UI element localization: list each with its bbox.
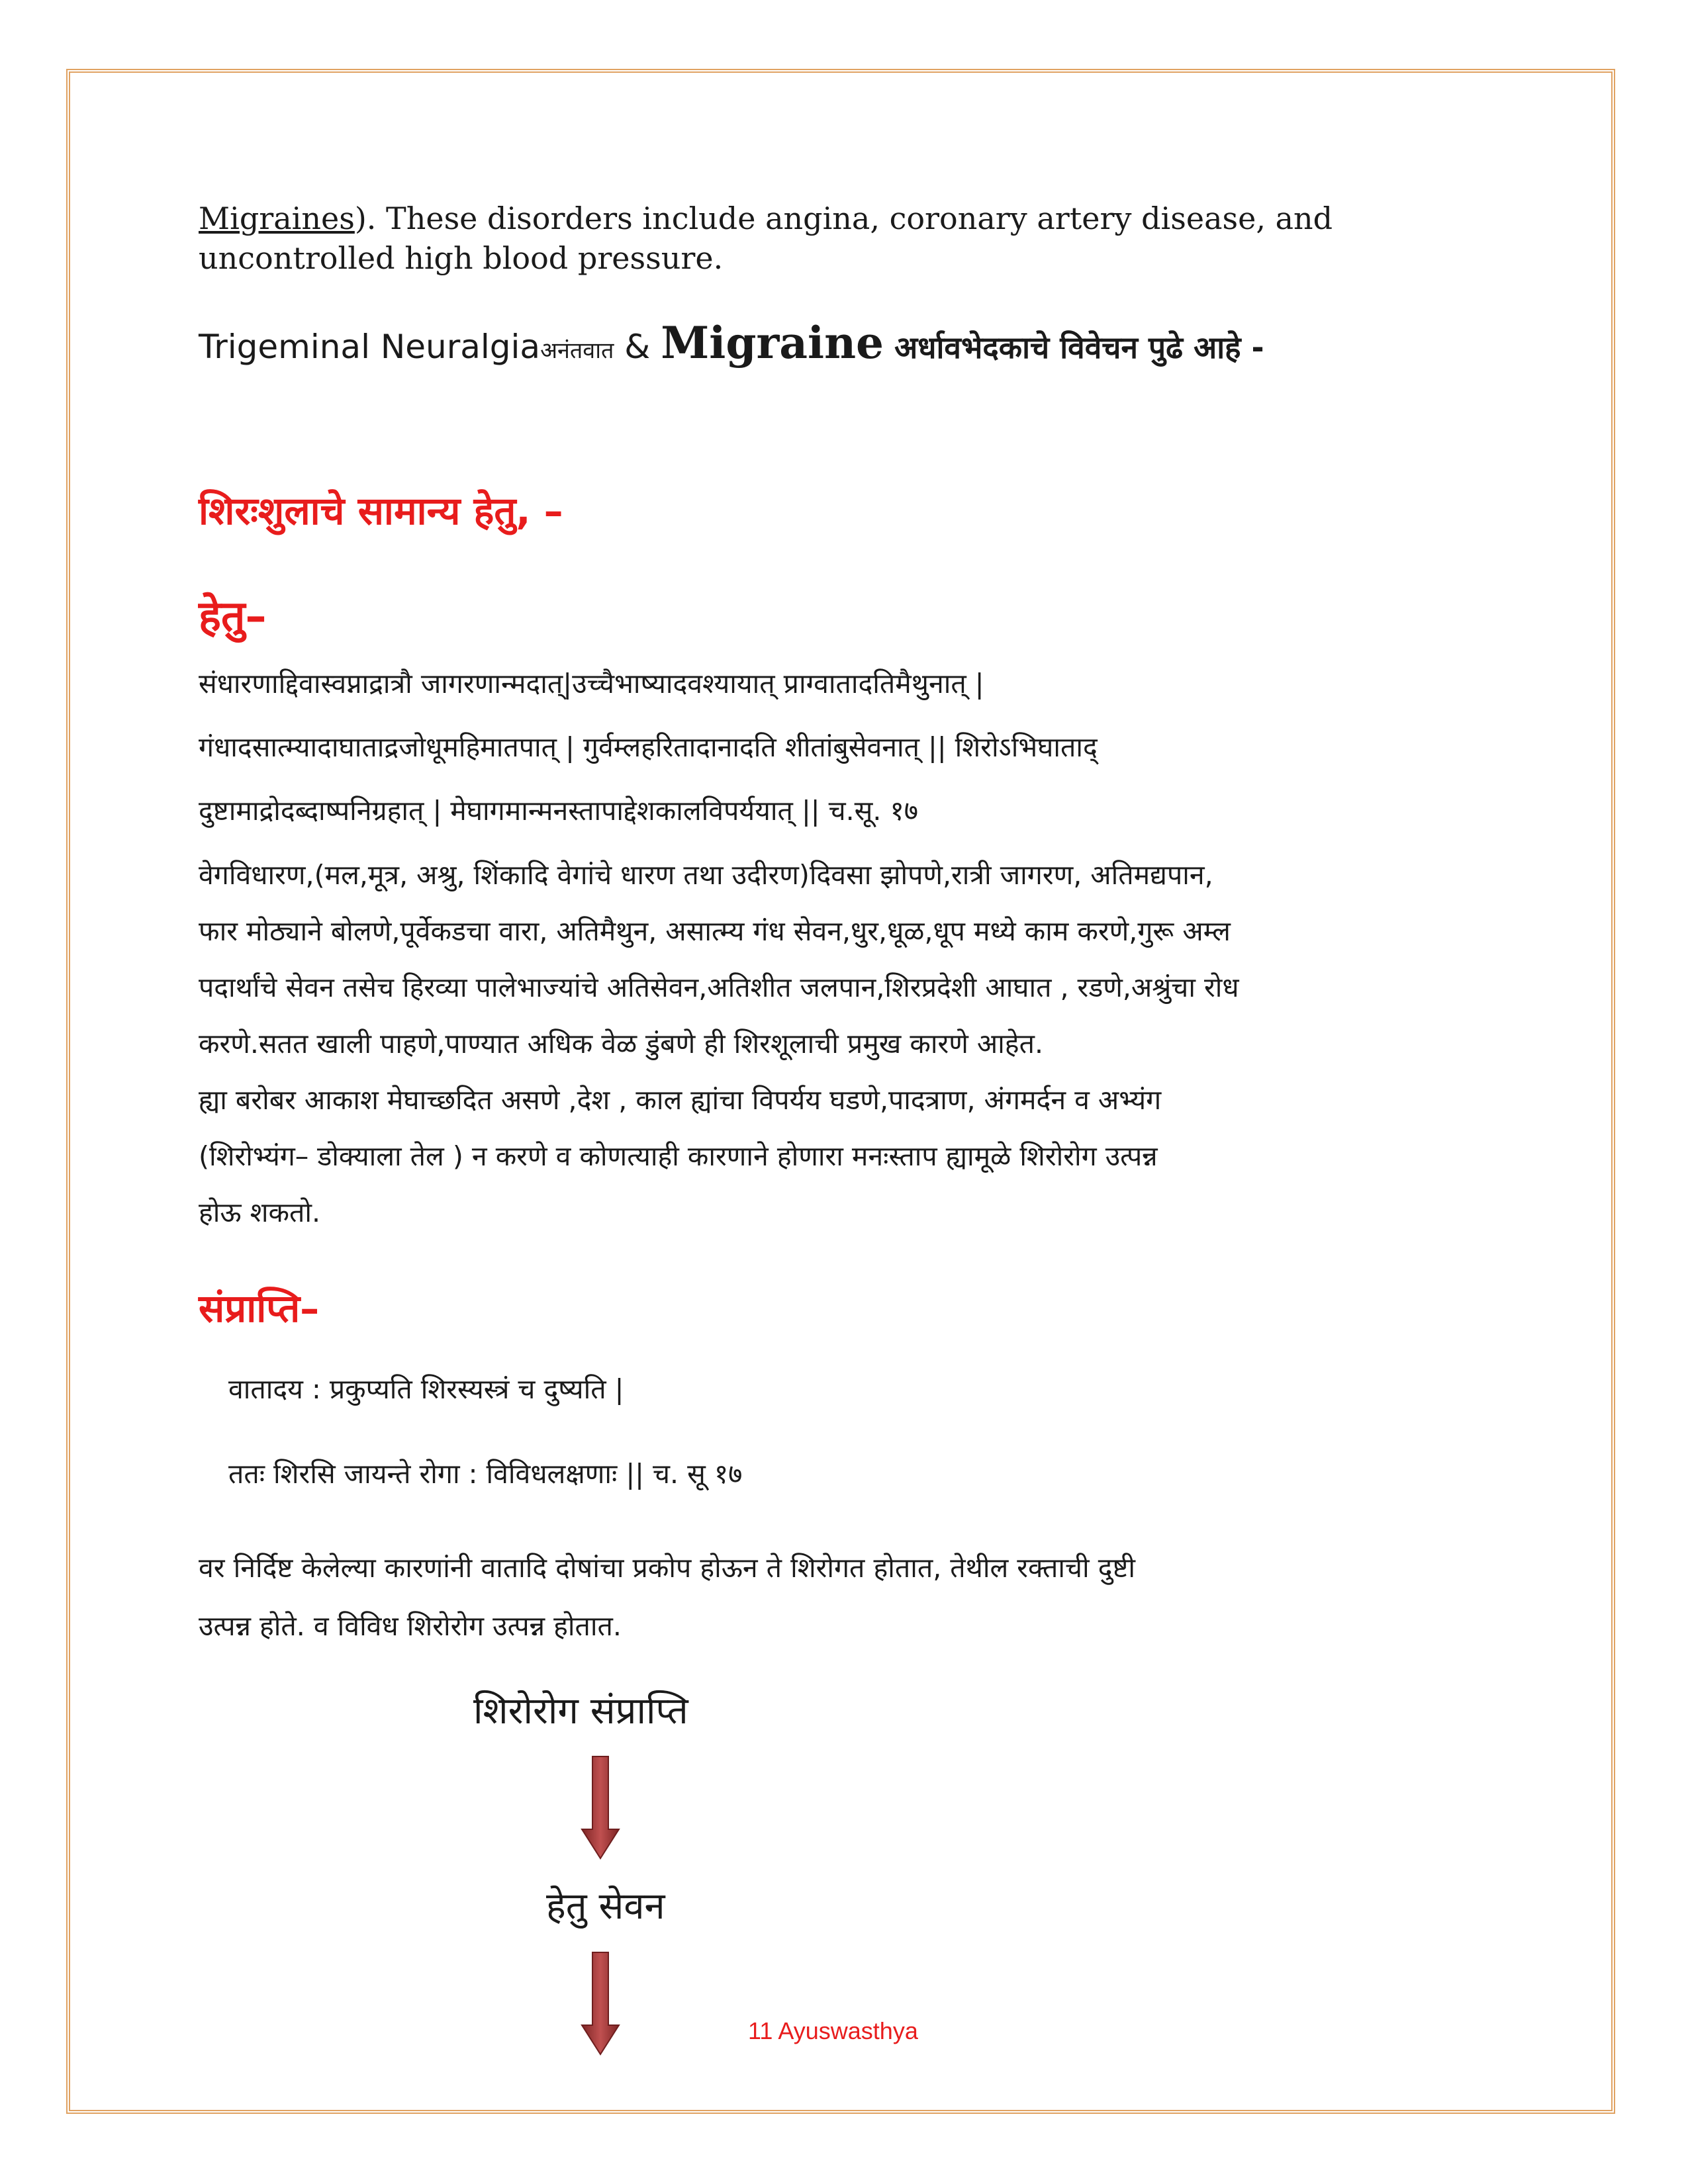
- trigeminal-line: [199, 316, 1523, 377]
- para-line: होऊ शकतो.: [199, 1197, 320, 1228]
- verse-line: संधारणाद्दिवास्वप्नाद्रात्रौ जागरणान्मदात्|उच्चैभाष्यादवश्यायात् प्राग्वातादतिमैथुनात् |: [199, 668, 984, 700]
- page-footer: 11 Ayuswasthya: [748, 2017, 918, 2044]
- verse-line: दुष्टामाद्रोदब्दाष्पनिग्रहात् | मेघागमान्मनस्तापाद्देशकालविपर्ययात् || च.सू. १७: [199, 795, 919, 827]
- intro-text: ). These disorders include angina, coronary artery disease, and uncontrolled high blood pressure.: [199, 201, 1333, 276]
- down-arrow-icon: [579, 1755, 622, 1861]
- para-line: वेगविधारण,(मल,मूत्र, अश्रु, शिंकादि वेगांचे धारण तथा उदीरण)दिवसा झोपणे,रात्री जागरण, अतिमद्यपान,: [199, 859, 1213, 891]
- samprapti-paragraph: [199, 1539, 1523, 1655]
- trig-part1: Trigeminal Neuralgia: [199, 328, 541, 366]
- para-line: वर निर्दिष्ट केलेल्या कारणांनी वातादि दोषांचा प्रकोप होऊन ते शिरोगत होतात, तेथील रक्ताची दुष्टी: [199, 1552, 1136, 1584]
- trig-part3: &: [614, 328, 661, 366]
- flow-label-hetu-sevan: हेतु सेवन: [546, 1885, 665, 1928]
- para-line: (शिरोभ्यंग– डोक्याला तेल ) न करणे व कोणत्याही कारणाने होणारा मनःस्ताप ह्यामूळे शिरोरोग उत्पन्न: [199, 1140, 1158, 1172]
- heading-samprapti: संप्राप्ति–: [199, 1286, 320, 1331]
- para-line: करणे.सतत खाली पाहणे,पाण्यात अधिक वेळ डुंबणे ही शिरशूलाची प्रमुख कारणे आहेत.: [199, 1028, 1043, 1060]
- para-line: ह्या बरोबर आकाश मेघाच्छदित असणे ,देश , काल ह्यांचा विपर्यय घडणे,पादत्राण, अंगमर्दन व अभ्यंग: [199, 1084, 1162, 1116]
- trig-migraine: Migraine: [661, 317, 884, 369]
- intro-paragraph: [199, 199, 1496, 278]
- samprapti-verse-line: ततः शिरसि जायन्ते रोगा : विविधलक्षणाः || च. सू १७: [228, 1458, 743, 1490]
- causes-paragraph: [199, 847, 1523, 1241]
- verse-block: [199, 652, 1523, 842]
- migraines-link[interactable]: Migraines: [199, 201, 355, 236]
- para-line: पदार्थांचे सेवन तसेच हिरव्या पालेभाज्यांचे अतिसेवन,अतिशीत जलपान,शिरप्रदेशी आघात , रडणे,अश्रुंचा रोध: [199, 972, 1239, 1003]
- heading-hetu: हेतु–: [199, 592, 267, 641]
- trig-part5: अर्धावभेदकाचे विवेचन पुढे आहे -: [884, 330, 1264, 365]
- verse-line: गंधादसात्म्यादाघाताद्रजोधूमहिमातपात् | गुर्वम्लहरितादानादति शीतांबुसेवनात् || शिरोऽभिघाताद्: [199, 731, 1098, 763]
- para-line: फार मोठ्याने बोलणे,पूर्वेकडचा वारा, अतिमैथुन, असात्म्य गंध सेवन,धुर,धूळ,धूप मध्ये काम करणे,गुरू अम्ल: [199, 915, 1231, 947]
- heading-causes: शिरःशुलाचे सामान्य हेतु, –: [199, 488, 563, 533]
- para-line: उत्पन्न होते. व विविध शिरोरोग उत्पन्न होतात.: [199, 1610, 622, 1642]
- down-arrow-icon: [579, 1951, 622, 2057]
- flow-label-shiroroga: शिरोरोग संप्राप्ति: [473, 1690, 688, 1733]
- trig-part2: अनंतवात: [540, 338, 614, 364]
- samprapti-verse-line: वातादय : प्रकुप्यति शिरस्यस्त्रं च दुष्यति |: [228, 1373, 624, 1405]
